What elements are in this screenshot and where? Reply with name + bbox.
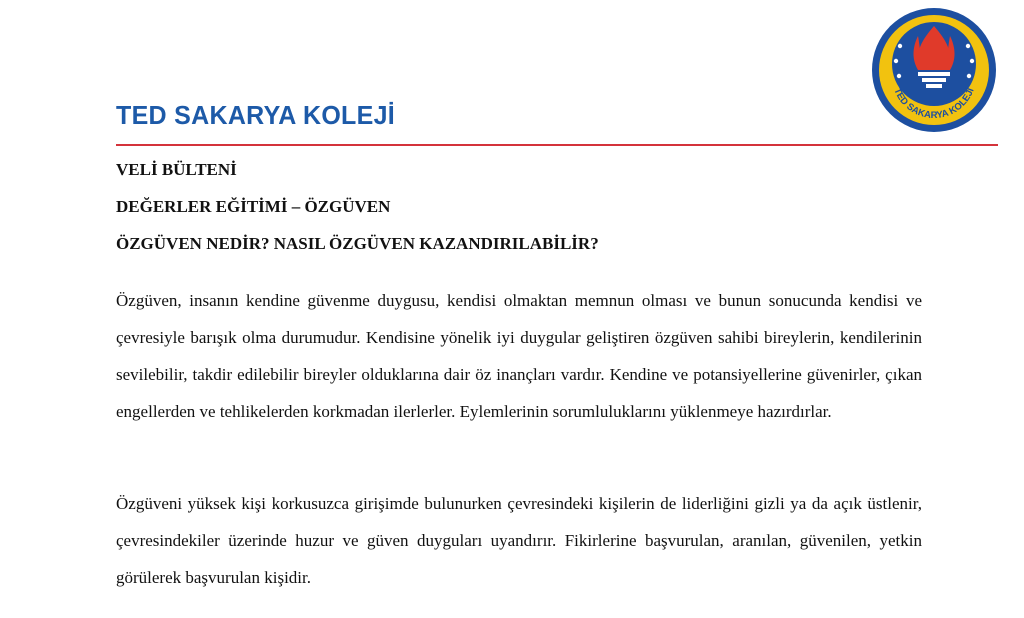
heading-veli-bulteni: VELİ BÜLTENİ [116,160,237,179]
heading-ozguven-nedir: ÖZGÜVEN NEDİR? NASIL ÖZGÜVEN KAZANDIRILABİLİR? [116,234,599,253]
ted-logo [870,6,998,134]
heading-degerler-egitimi: DEĞERLER EĞİTİMİ – ÖZGÜVEN [116,197,391,216]
paragraph-2: Özgüveni yüksek kişi korkusuzca girişimde bulunurken çevresindeki kişilerin de liderliğini gizli ya da açık üstlenir, çevresindekiler üzerinde huzur ve güven duyguları uyandırır. Fikirlerine başvurulan, aranılan, güvenilen, yetkin görülerek başvurulan kişidir. [116,494,922,587]
header-rule [116,144,998,146]
paragraph-1: Özgüven, insanın kendine güvenme duygusu, kendisi olmaktan memnun olması ve bunun sonucunda kendisi ve çevresiyle barışık olma durumudur. Kendisine yönelik iyi duygular geliştiren özgüven sahibi bireylerin, kendilerinin sevilebilir, takdir edilebilir bireyler olduklarına dair öz inançları vardır. Kendine ve potansiyellerine güvenirler, çıkan engellerden ve tehlikelerden korkmadan ilerlerler. Eylemlerinin sorumluluklarını yüklenmeye hazırdırlar. [116,291,922,421]
logo-text: TED SAKARYA KOLEJİ [891,86,977,122]
school-name: TED SAKARYA KOLEJİ [116,101,396,131]
